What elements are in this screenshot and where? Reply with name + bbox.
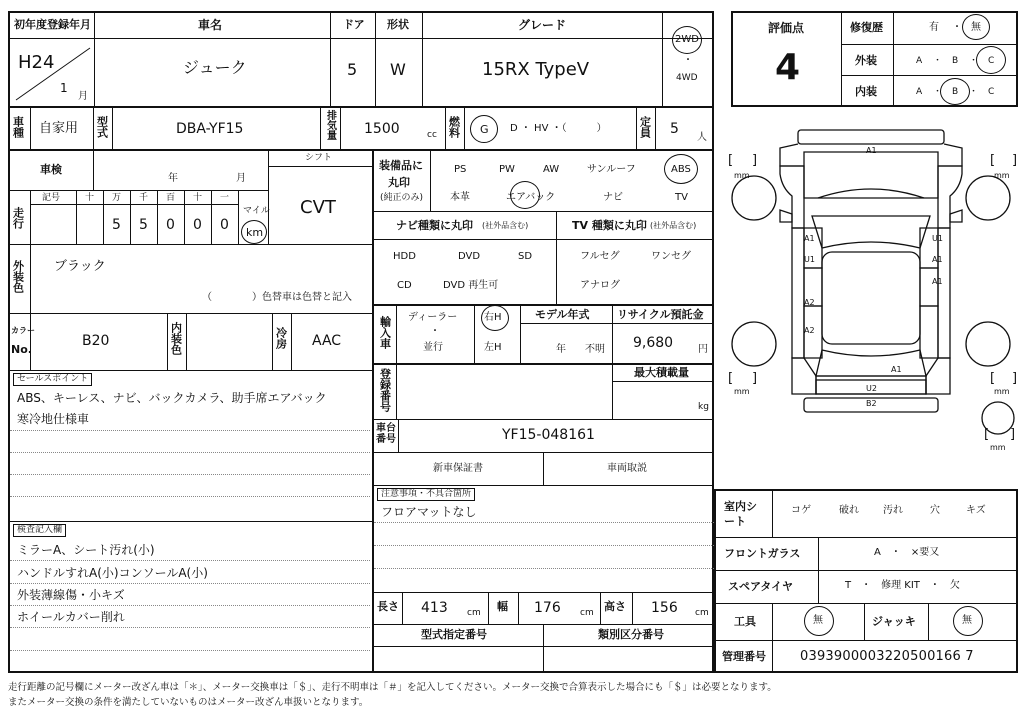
svg-text:]: ] — [1012, 153, 1018, 168]
recycle-value: 9,680 — [633, 335, 674, 351]
exterior-grade-a: A — [916, 56, 923, 66]
doc-warranty: 新車保証書 — [433, 463, 483, 474]
shaken-label: 車検 — [40, 163, 62, 176]
digit-label: 一 — [220, 193, 230, 203]
tv-oneseg: ワンセグ — [651, 251, 691, 262]
navi-dvd: DVD — [458, 251, 481, 262]
divider-h — [372, 419, 714, 420]
first-reg-label: 初年度登録年月 — [14, 18, 91, 31]
displacement-label: 排気量 — [324, 110, 336, 140]
windshield-options: A ・ ×要又 — [874, 547, 940, 558]
sales-point-line: 寒冷地仕様車 — [17, 412, 90, 426]
navi-label-small: (社外品含む) — [482, 221, 529, 230]
jack-label: ジャッキ — [872, 615, 916, 628]
width-label: 幅 — [497, 600, 508, 613]
inspection-note-line: 外装薄線傷・小キズ — [17, 588, 125, 602]
header-row-bottom — [8, 106, 714, 108]
interior-grade-b: B — [952, 87, 959, 97]
spare-label: スペアタイヤ — [728, 580, 794, 593]
divider-h — [714, 570, 1018, 571]
windshield-label: フロントガラス — [724, 547, 801, 560]
divider-h — [268, 166, 372, 167]
divider-v — [612, 304, 613, 363]
spare-options: T ・ 修理 KIT ・ 欠 — [845, 580, 960, 591]
mileage-digit: 5 — [139, 217, 148, 233]
equipment-navi: ナビ — [603, 192, 623, 203]
svg-text:]: ] — [752, 153, 758, 168]
svg-text:mm: mm — [990, 443, 1006, 452]
divider-v — [238, 190, 239, 244]
divider-v — [474, 304, 475, 363]
shaken-month-unit: 月 — [236, 173, 246, 184]
divider-h — [714, 537, 1018, 538]
divider-v — [543, 624, 544, 673]
max-load-unit: kg — [698, 402, 709, 412]
repair-dot: ・ — [952, 22, 962, 33]
ruled-line — [10, 496, 370, 497]
navi-sd: SD — [518, 251, 533, 262]
fuel-rest: D ・ HV ・（ ） — [510, 123, 607, 134]
import-dealer: ディーラー — [408, 312, 458, 323]
divider-v — [30, 244, 31, 313]
svg-text:mm: mm — [734, 387, 750, 396]
divider-h — [30, 204, 238, 205]
usage-value: 自家用 — [39, 121, 79, 136]
shift-label: シフト — [305, 153, 333, 163]
mileage-digit: 5 — [112, 217, 121, 233]
divider-h — [714, 640, 1018, 641]
car-name-value: ジューク — [183, 58, 247, 77]
symbol-label: 記号 — [42, 193, 61, 203]
equipment-label-note: (純正のみ) — [380, 193, 424, 203]
digit-label: 十 — [85, 193, 95, 203]
divider-v — [396, 304, 397, 363]
ruled-line — [10, 650, 370, 651]
recycle-unit: 円 — [698, 344, 708, 355]
capacity-unit: 人 — [697, 132, 707, 143]
divider-h — [714, 603, 1018, 604]
divider-v — [520, 304, 521, 363]
divider-h — [372, 485, 714, 486]
import-dot: ・ — [430, 326, 440, 337]
doc-manual: 車両取説 — [607, 463, 647, 474]
divider-v — [320, 107, 321, 149]
caution-tag: 注意事項・不具合箇所 — [377, 488, 475, 501]
divider-h — [8, 370, 372, 371]
svg-text:[: [ — [984, 427, 990, 442]
divider-v — [662, 11, 663, 107]
damage-label: B2 — [866, 399, 877, 408]
header-label-divider — [8, 38, 714, 39]
divider-v — [398, 419, 399, 452]
width-value: 176 — [534, 600, 561, 616]
seat-item: 破れ — [839, 505, 859, 516]
repair-label: 修復歴 — [850, 21, 883, 34]
exterior-label: 外装色 — [11, 260, 25, 293]
damage-label: U2 — [866, 384, 877, 393]
ruled-line — [10, 560, 370, 561]
divider-v — [612, 363, 613, 419]
divider-h — [520, 323, 714, 324]
color-no-label-top: カラー — [11, 326, 35, 335]
digit-label: 千 — [139, 193, 149, 203]
aircon-value: AAC — [312, 333, 342, 349]
score-label: 評価点 — [768, 21, 805, 35]
damage-label: A2 — [804, 298, 815, 307]
recycle-label: リサイクル預託金 — [617, 308, 704, 321]
model-year-unit: 年 — [556, 344, 566, 355]
divider-v — [30, 190, 31, 244]
divider-v — [291, 313, 292, 370]
divider-h — [8, 244, 372, 245]
divider-v — [340, 107, 341, 149]
equipment-tv: TV — [675, 192, 688, 203]
divider-v — [636, 107, 637, 149]
damage-label: U1 — [804, 255, 815, 264]
equipment-label: 丸印 — [388, 176, 410, 189]
drive-4wd: 4WD — [676, 73, 698, 83]
height-label: 高さ — [604, 600, 626, 613]
divider-v — [556, 211, 557, 304]
capacity-value: 5 — [670, 121, 679, 137]
tv-label: TV 種類に丸印 — [572, 219, 647, 232]
damage-label: A2 — [804, 326, 815, 335]
seat-item: 汚れ — [883, 505, 903, 516]
mile-label: マイル — [243, 206, 270, 216]
divider-v — [76, 190, 77, 244]
color-no-value: B20 — [82, 333, 110, 349]
score-value: 4 — [775, 47, 801, 88]
svg-text:mm: mm — [994, 387, 1010, 396]
svg-text:mm: mm — [734, 171, 750, 180]
svg-text:[: [ — [728, 153, 734, 168]
mileage-label: 走行 — [11, 207, 25, 229]
digit-label: 百 — [166, 193, 176, 203]
left-right-divider — [372, 149, 374, 673]
first-reg-month-unit: 月 — [78, 91, 88, 102]
damage-label: A1 — [932, 277, 943, 286]
divider-h — [612, 381, 714, 382]
model-year-unknown: 不明 — [585, 344, 605, 355]
divider-h — [8, 313, 372, 314]
interior-seat-label: 室内シート — [724, 500, 757, 528]
divider-v — [600, 592, 601, 624]
inspection-note-line: ホイールカバー削れ — [17, 610, 125, 624]
ruled-line — [374, 522, 714, 523]
divider-v — [268, 150, 269, 244]
inspection-notes-tag: 検査記入欄 — [13, 524, 66, 537]
digit-label: 十 — [193, 193, 203, 203]
inspection-note-line: ミラーA、シート汚れ(小) — [17, 543, 155, 557]
footer-note-line2: またメーター交換の条件を満たしていないものはメーター改ざん車扱いとなります。 — [8, 697, 369, 708]
interior-grade-label: 内装 — [855, 85, 877, 98]
chassis-label: 車台番号 — [376, 423, 396, 445]
ruled-line — [10, 627, 370, 628]
tools-label: 工具 — [734, 615, 756, 628]
divider-v — [167, 313, 168, 370]
fuel-g: G — [480, 123, 489, 136]
damage-label: U1 — [932, 234, 943, 243]
divider-v — [93, 107, 94, 149]
divider-h — [372, 304, 714, 306]
equipment-pw: PW — [499, 164, 515, 175]
seat-item: 穴 — [930, 505, 940, 516]
divider-v — [422, 11, 423, 107]
divider-v — [772, 603, 773, 673]
damage-label: A1 — [804, 234, 815, 243]
seat-item: キズ — [966, 505, 986, 516]
divider-v — [893, 11, 894, 107]
car-damage-diagram — [720, 118, 1024, 478]
fuel-label: 燃料 — [447, 116, 461, 138]
registration-label: 登録番号 — [378, 368, 392, 412]
divider-v — [93, 150, 94, 190]
equipment-leather: 本革 — [450, 192, 470, 203]
model-value: DBA-YF15 — [176, 121, 244, 137]
equipment-ps: PS — [454, 164, 467, 175]
interior-grade-a: A — [916, 87, 923, 97]
exterior-grade-label: 外装 — [855, 54, 877, 67]
grade-value: 15RX TypeV — [482, 59, 590, 80]
repair-no: 無 — [971, 22, 981, 33]
door-value: 5 — [347, 60, 358, 79]
type-designation-label: 型式指定番号 — [421, 628, 487, 641]
mileage-digit: 0 — [166, 217, 175, 233]
divider-h — [372, 363, 714, 365]
ruled-line — [10, 605, 370, 606]
first-reg-era: H24 — [18, 52, 55, 73]
svg-text:mm: mm — [994, 171, 1010, 180]
navi-dvd-play: DVD 再生可 — [443, 280, 499, 291]
divider-v — [157, 190, 158, 244]
repair-yes: 有 — [929, 22, 939, 33]
mgmt-label: 管理番号 — [722, 650, 766, 663]
svg-text:]: ] — [752, 371, 758, 386]
divider-v — [103, 190, 104, 244]
ruled-line — [10, 474, 370, 475]
divider-v — [396, 363, 397, 419]
aircon-label: 冷房 — [274, 327, 288, 349]
interior-grade-c: C — [988, 87, 995, 97]
divider-v — [112, 107, 113, 149]
divider-h — [372, 592, 714, 593]
divider-v — [130, 190, 131, 244]
car-name-label: 車名 — [198, 18, 223, 32]
tools-value: 無 — [813, 615, 823, 626]
door-label: ドア — [343, 18, 365, 31]
exterior-grade-dot: ・ — [933, 56, 943, 66]
exterior-grade-dot: ・ — [969, 56, 979, 66]
length-unit: cm — [467, 608, 481, 618]
length-label: 長さ — [377, 600, 399, 613]
navi-hdd: HDD — [393, 251, 416, 262]
footer-note-line1: 走行距離の記号欄にメーター改ざん車は「＊」、メーター交換車は「＄」、走行不明車は「＃」を記入してください。メーター交換で合算表示した場合にも「＄」は必要となります。 — [8, 682, 777, 693]
first-reg-month: 1 — [60, 81, 68, 95]
shaken-year-unit: 年 — [168, 173, 178, 184]
exterior-grade-c: C — [988, 56, 995, 66]
equipment-sunroof: サンルーフ — [587, 164, 636, 175]
tv-fullseg: フルセグ — [580, 251, 620, 262]
svg-text:[: [ — [990, 153, 996, 168]
displacement-value: 1500 — [364, 121, 400, 137]
chassis-value: YF15-048161 — [502, 427, 595, 443]
damage-label: A1 — [866, 146, 877, 155]
ruled-line — [374, 568, 714, 569]
model-year-label: モデル年式 — [535, 308, 590, 321]
svg-text:]: ] — [1010, 427, 1016, 442]
drive-dot: ・ — [683, 55, 693, 66]
exterior-note: （ ）色替車は色替と記入 — [202, 292, 352, 303]
divider-v — [94, 11, 95, 107]
divider-v — [518, 592, 519, 624]
navi-cd: CD — [397, 280, 412, 291]
ruled-line — [10, 583, 370, 584]
shape-label: 形状 — [387, 18, 409, 31]
equipment-abs: ABS — [671, 164, 691, 175]
divider-h — [372, 239, 714, 240]
divider-v — [772, 489, 773, 537]
exterior-grade-b: B — [952, 56, 959, 66]
divider-v — [30, 107, 31, 149]
sales-points-tag: セールスポイント — [13, 373, 92, 386]
inspection-note-line: ハンドルすれA(小)コンソールA(小) — [17, 566, 208, 580]
height-unit: cm — [695, 608, 709, 618]
divider-v — [30, 313, 31, 370]
drive-2wd: 2WD — [675, 34, 699, 45]
equipment-label: 装備品に — [379, 159, 423, 172]
divider-v — [272, 313, 273, 370]
divider-h — [8, 190, 268, 191]
height-value: 156 — [651, 600, 678, 616]
equipment-airbag: エアバック — [506, 192, 556, 203]
import-left: 左H — [484, 342, 502, 353]
svg-text:]: ] — [1012, 371, 1018, 386]
divider-h — [841, 44, 1018, 45]
divider-h — [841, 75, 1018, 76]
sales-point-line: ABS、キーレス、ナビ、バックカメラ、助手席エアバック — [17, 391, 327, 405]
divider-v — [464, 107, 465, 149]
svg-text:[: [ — [728, 371, 734, 386]
divider-v — [655, 107, 656, 149]
category-label: 類別区分番号 — [598, 628, 664, 641]
mileage-digit: 0 — [193, 217, 202, 233]
import-parallel: 並行 — [423, 342, 443, 353]
divider-v — [864, 603, 865, 640]
damage-label: A1 — [932, 255, 943, 264]
exterior-value: ブラック — [54, 259, 106, 274]
divider-v — [186, 313, 187, 370]
divider-v — [211, 190, 212, 244]
divider-v — [402, 592, 403, 624]
divider-v — [430, 150, 431, 211]
model-label: 型式 — [95, 116, 109, 138]
caution-text: フロアマットなし — [381, 505, 477, 519]
divider-h — [8, 521, 372, 522]
displacement-unit: cc — [427, 130, 437, 140]
jack-value: 無 — [962, 615, 972, 626]
ruled-line — [374, 545, 714, 546]
divider-v — [375, 11, 376, 107]
tv-analog: アナログ — [580, 280, 620, 291]
divider-v — [928, 603, 929, 640]
digit-label: 万 — [112, 193, 122, 203]
divider-h — [372, 211, 714, 212]
ruled-line — [10, 430, 370, 431]
import-label: 輸入車 — [378, 316, 392, 349]
width-unit: cm — [580, 608, 594, 618]
divider-v — [632, 592, 633, 624]
divider-v — [543, 452, 544, 485]
seat-item: コゲ — [791, 505, 811, 516]
usage-label: 車種 — [11, 116, 25, 138]
color-no-label: No. — [11, 343, 32, 356]
tv-label-small: (社外品含む) — [650, 221, 697, 230]
row2-bottom — [8, 149, 714, 151]
damage-label: A1 — [891, 365, 902, 374]
interior-grade-dot: ・ — [969, 87, 979, 97]
mgmt-value: 0393900003220500166 7 — [800, 649, 974, 664]
divider-v — [184, 190, 185, 244]
svg-text:[: [ — [990, 371, 996, 386]
divider-v — [488, 592, 489, 624]
max-load-label: 最大積載量 — [634, 366, 689, 379]
divider-v — [445, 107, 446, 149]
shape-value: W — [390, 60, 406, 79]
navi-label: ナビ種類に丸印 — [396, 219, 473, 232]
divider-v — [841, 11, 842, 107]
interior-label: 内装色 — [169, 322, 183, 355]
mileage-digit: 0 — [220, 217, 229, 233]
capacity-label: 定員 — [638, 116, 652, 138]
length-value: 413 — [421, 600, 448, 616]
interior-grade-dot: ・ — [933, 87, 943, 97]
km-label: km — [246, 226, 264, 239]
divider-v — [330, 11, 331, 107]
import-right: 右H — [484, 312, 502, 323]
grade-label: グレード — [518, 18, 567, 32]
equipment-aw: AW — [543, 164, 560, 175]
ruled-line — [10, 452, 370, 453]
shift-value: CVT — [300, 197, 336, 218]
